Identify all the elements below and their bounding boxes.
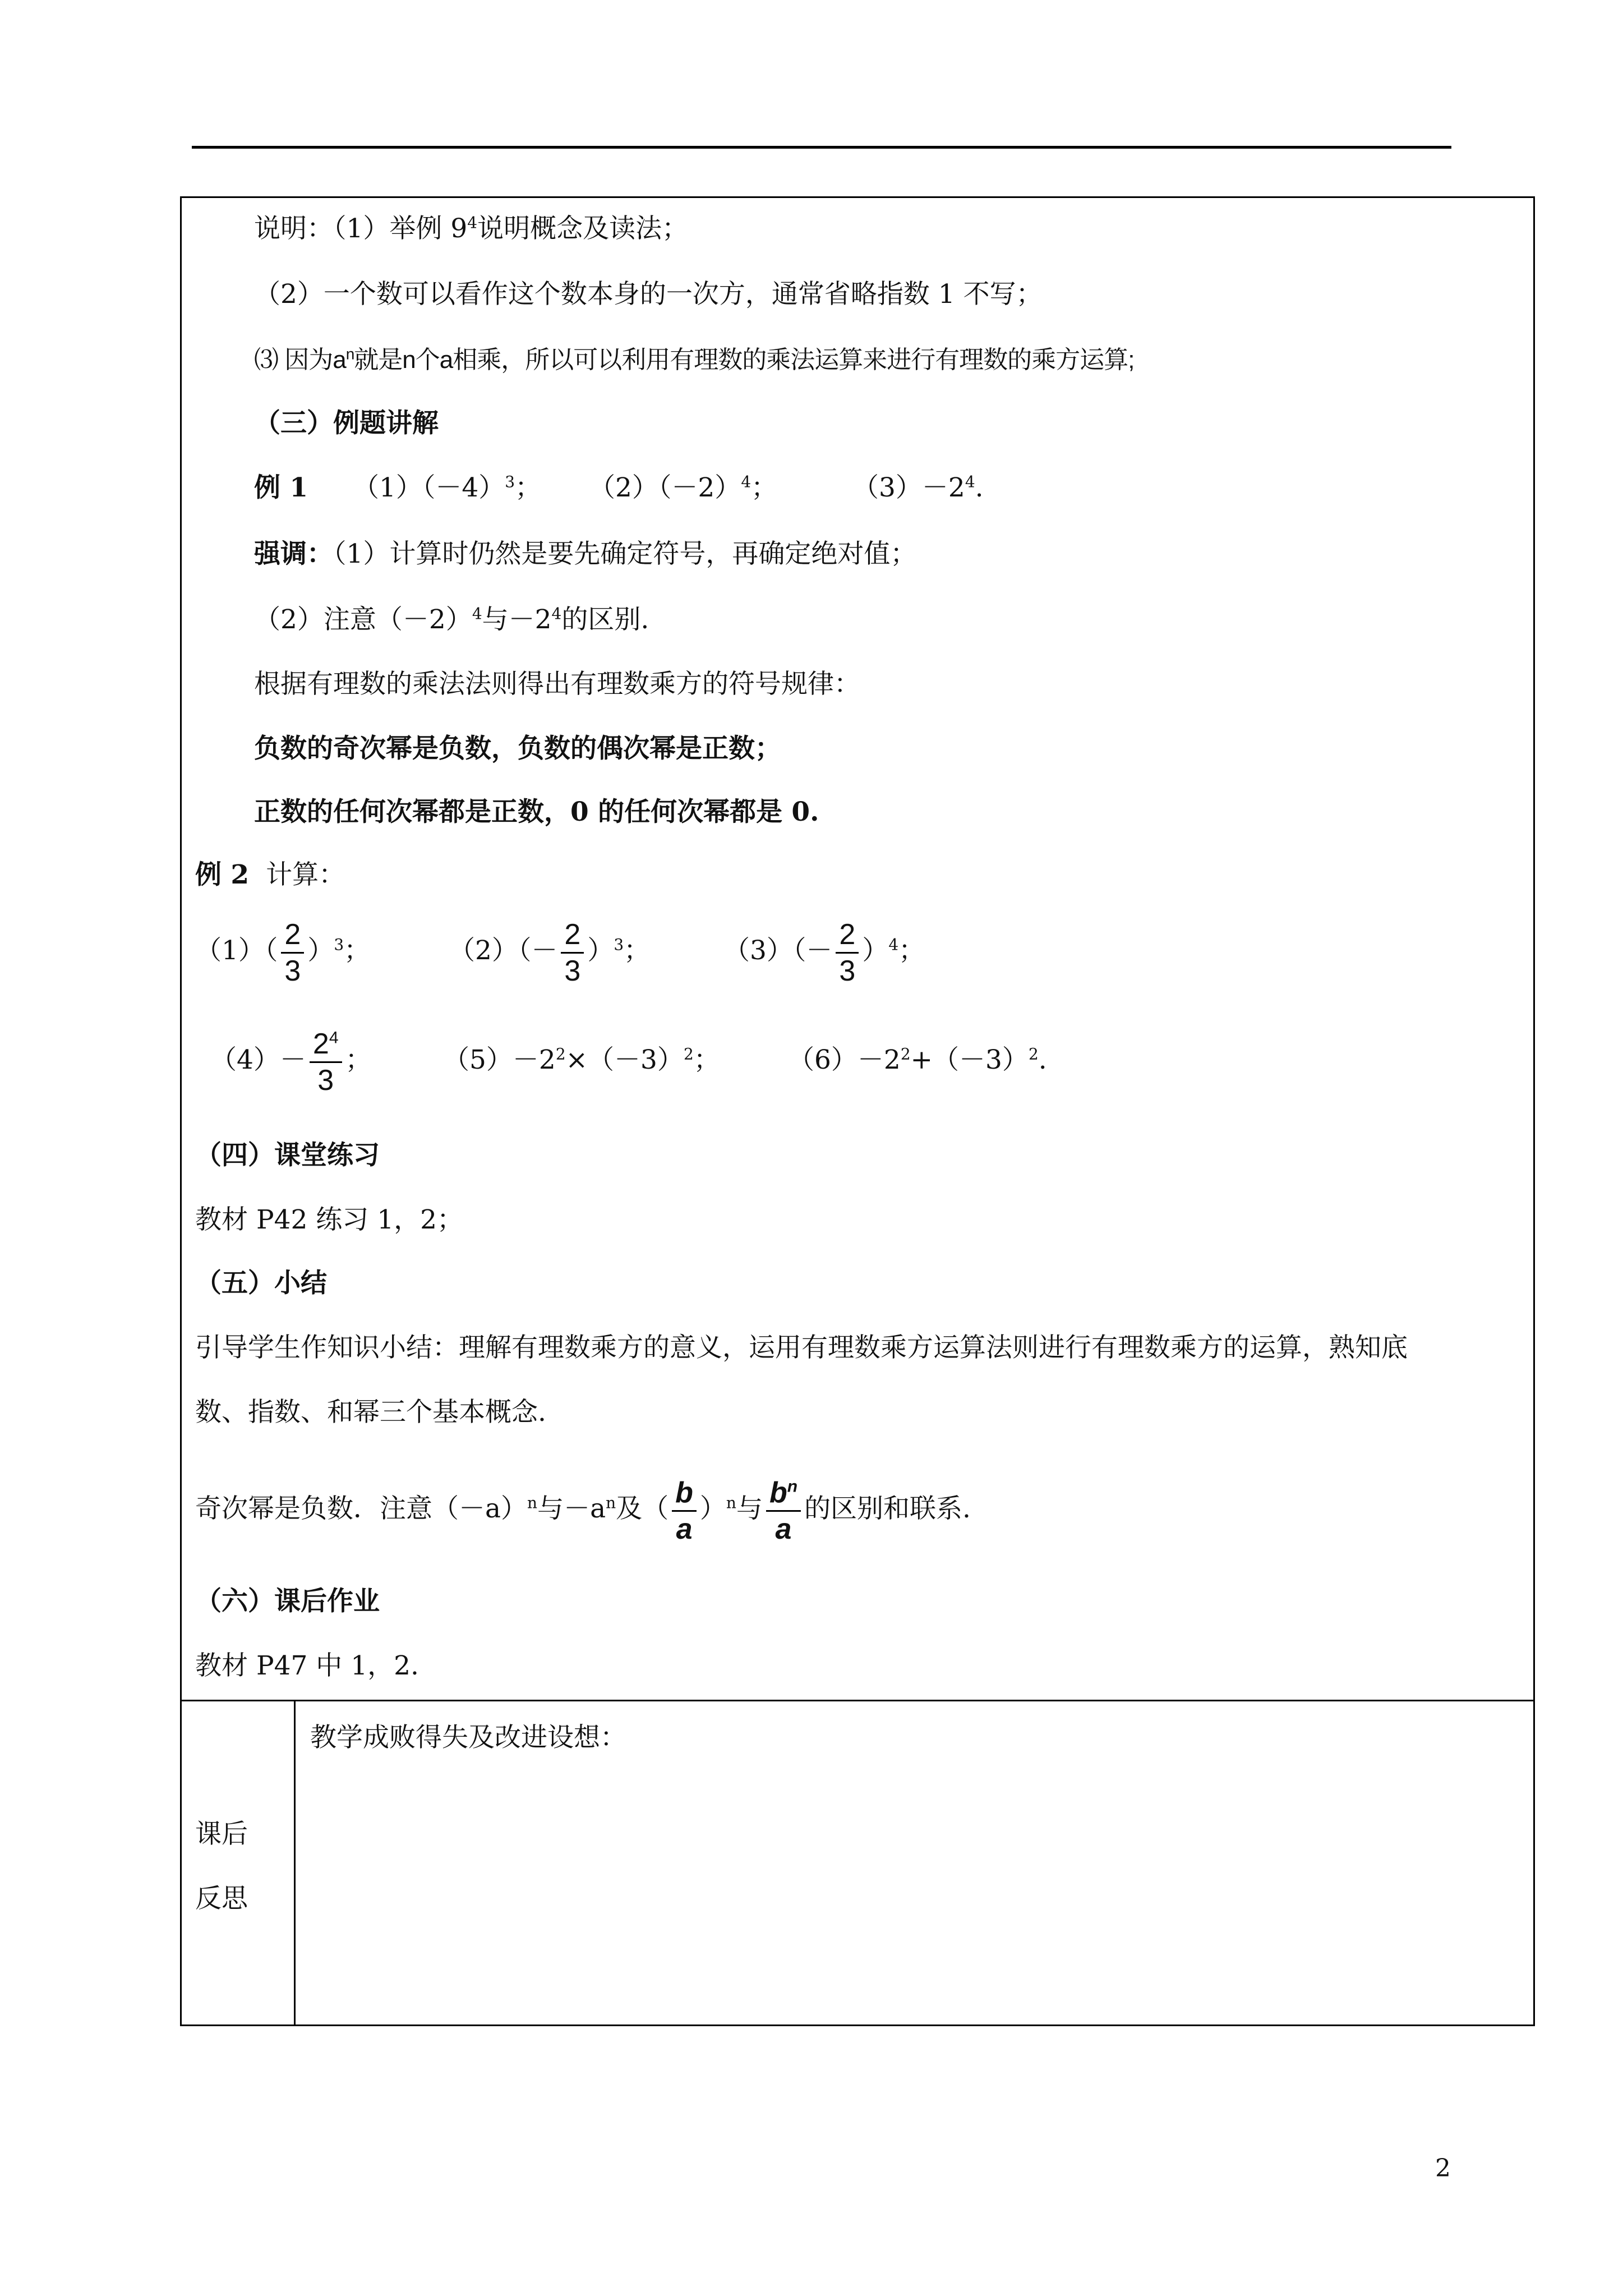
sign-rule-1: 负数的奇次幂是负数，负数的偶次幂是正数； bbox=[254, 733, 781, 764]
page-number: 2 bbox=[1435, 2154, 1451, 2183]
odd-power-note: 奇次幂是负数．注意$(-a)^n$与$-a^n$及（ $\frac{b}{a}$ ）$^n$与 $\frac{b^n}{a}$ 的区别和联系. bbox=[195, 1476, 971, 1545]
rule-intro: 根据有理数的乘法法则得出有理数乘方的符号规律： bbox=[254, 669, 860, 700]
reflection-label-2: 反思 bbox=[195, 1883, 248, 1914]
exercise-text: 教材 P42 练习 1，2； bbox=[195, 1204, 464, 1235]
section-5-heading: （五）小结 bbox=[195, 1268, 327, 1299]
table-row-divider bbox=[180, 1700, 1535, 1701]
section-4-heading: （四）课堂练习 bbox=[195, 1140, 380, 1171]
summary-line-1: 引导学生作知识小结：理解有理数乘方的意义，运用有理数乘方运算法则进行有理数乘方的运算，熟知底 bbox=[195, 1332, 1408, 1363]
reflection-label-1: 课后 bbox=[195, 1819, 248, 1849]
example-1-b: $(2)(-2)^4$； bbox=[589, 472, 778, 503]
homework-text: 教材 P47 中 1，2. bbox=[195, 1650, 419, 1681]
example-1-c: $(3)-2^4$. bbox=[852, 472, 984, 503]
problem-5: $(5)-2^2\times(-3)^2$； bbox=[443, 1045, 720, 1075]
section-6-heading: （六）课后作业 bbox=[195, 1586, 380, 1617]
problem-4: （4）－ $\frac{2^4}{3}$ ； bbox=[210, 1027, 372, 1097]
note-3: ⑶ 因为$a^n$就是n个a相乘，所以可以利用有理数的乘法运算来进行有理数的乘方运算; bbox=[254, 345, 1135, 374]
summary-line-2: 数、指数、和幂三个基本概念. bbox=[195, 1397, 546, 1428]
note-1: 说明：（1）举例 $9^4$说明概念及读法； bbox=[254, 213, 689, 244]
section-3-heading: （三）例题讲解 bbox=[254, 408, 439, 439]
reflection-title: 教学成败得失及改进设想： bbox=[310, 1722, 626, 1753]
table-column-divider bbox=[294, 1700, 296, 2026]
emphasis-1: 强调：（1）计算时仍然是要先确定符号，再确定绝对值； bbox=[254, 539, 917, 569]
sign-rule-2: 正数的任何次幂都是正数，0 的任何次幂都是 0. bbox=[254, 797, 819, 827]
emphasis-2: （2）注意$(-2)^4$与$-2^4$的区别. bbox=[254, 604, 649, 635]
header-rule bbox=[192, 146, 1451, 149]
example-2: 例 2 计算： bbox=[195, 859, 345, 890]
problem-3: （3）（－ $\frac{2}{3}$ ）$^4$； bbox=[723, 918, 925, 987]
example-1: 例 1 $(1)(-4)^3$； bbox=[254, 472, 542, 503]
problem-6: $(6)-2^2+(-3)^2$. bbox=[788, 1045, 1047, 1075]
problem-2: （2）（－ $\frac{2}{3}$ ）$^3$； bbox=[449, 918, 651, 987]
problem-1: （1）（ $\frac{2}{3}$ ）$^3$； bbox=[195, 918, 371, 987]
note-2: （2）一个数可以看作这个数本身的一次方，通常省略指数 1 不写； bbox=[254, 279, 1043, 310]
